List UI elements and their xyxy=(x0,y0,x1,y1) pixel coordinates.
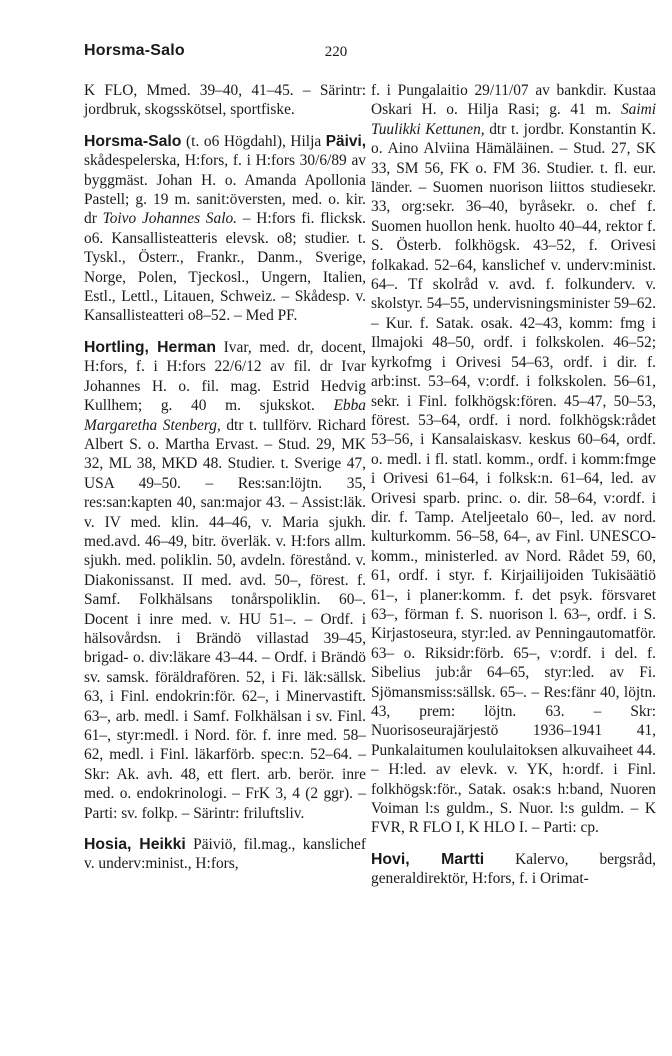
entry-text: dtr t. jordbr. Konstantin K. o. Aino Alviina Hämäläinen. – Stud. 27, SK 33, SM 56, FK o. FM 36. Studier. t. fl. eur. länder. – Suomen nuorison liittos studiesekr. 33, org:sekr. 36–40, byråsekr. o. chef f. Suomen huollon henk. huolto 40–44, rektor f. S. Österb. folkhögsk. 43–52, f. Orivesi folkakad. 52–64, kanslichef v. underv:minist. 64–. Tf skolråd v. avd. f. folkunderv. v. skolstyr. 54–55, undervisningsminister 59–62. – Kur. f. Satak. osak. 42–43, komm: fmg i Ilmajoki 48–50, ordf. i folkskolen. 46–52; kyrkofmg i Orivesi 54–63, ordf. i dir. f. arb:inst. 53–64, v:ordf. i folkskolen. 56–61, sekr. i Finl. folkhögsk:fören. 45–47, 50–53, förest. 53–64, ordf. i nord. folkhögsk:rådet 53–56, i Kansalaiskasv. keskus 60–64, ordf. o. medl. i fl. statl. komm., ordf. i komm:fmge i Orivesi 61–64, i folksk:n. 61–64, led. av Orivesi sparb. princ. o. dir. 58–64, v:ordf. i dir. f. Tamp. Ateljeetalo 60–, led. av nord. kulturkomm. 56–58, 64–, av Finl. UNESCO-komm., ministerled. av Nord. Rådet 59, 60, 61, ordf. i styr. f. Kirjailijoiden Tukisäätiö 61–, i planer:komm. f. det psyk. försvaret 63–, förman f. S. nuorison l. 63–, ordf. i S. Kirjastoseura, styr:led. av Penningautomatför. 63– o. Riksidr:förb. 65–, v:ordf. i del. f. Sibelius jub:år 64–65, styr:led. av Fi. Sjömansmiss:sällsk. 65–. – Res:fänr 40, löjtn. 43, prem: löjtn. 63. – Skr: Nuorisoseurajärjestö 1936–1941 41, Punkalaitumen koululaitoksen alkuvaiheet 44. – H:led. av elevk. v. YK, h:ordf. i Finl. folkhögsk:för., Satak. osak:s h:band, Nuoren Voiman l:s guldm., S. Nuor. l:s guldm. – K FVR, R FLO I, K HLO I. – Parti: cp. xyxy=(371,120,657,837)
entry-hortling xyxy=(84,338,366,823)
running-title: Horsma-Salo xyxy=(84,42,185,59)
right-column xyxy=(371,81,656,901)
entry-text: (t. o6 Högdahl), Hilja xyxy=(181,132,326,150)
entry-hosia xyxy=(84,835,366,874)
entry-text: Kalervo, bergsråd, generaldirektör, H:fors, f. i Orimat- xyxy=(371,850,657,888)
entry-spouse-name: Ebba Margaretha Stenberg, xyxy=(84,397,366,434)
entry-surname: Horsma-Salo xyxy=(84,132,182,150)
entry-spouse-name: Saimi Tuulikki Kettunen, xyxy=(371,101,656,138)
entry-text: f. i Pungalaitio 29/11/07 av bankdir. Kustaa Oskari H. o. Hilja Rasi; g. 41 m. xyxy=(371,82,656,119)
entry-given-name: Päivi, xyxy=(325,132,366,150)
entry-text: dtr t. tullförv. Richard Albert S. o. Martha Ervast. – Stud. 29, MK 32, ML 38, MKD 48. Studier. t. Sverige 47, USA 49–50. – Res:san:löjtn. 35, res:san:kapten 40, san:major 43. – Assist:läk. v. IV med. klin. 44–46, v. Maria sjukh. med.avd. 46–49, bitr. överläk. v. H:fors allm. sjukh. med. poliklin. 50, avdeln. förestånd. v. Diakonissanst. II med. avd. 50–, förest. f. Samf. Folkhälsans tonårspoliklin. 60–. Docent i inre med. v. HU 51–. – Ordf. i hälsovårdsn. i Brändö villastad 39–45, brigad- o. div:läkare 43–44. – Ordf. i Brändö sv. samsk. föräldrafören. 52, i Fi. läk:sällsk. 63, i Finl. endokrin:för. 62–, i Minervastift. 63–, arb. medl. i Samf. Folkhälsan i sv. Finl. 61–, styr:medl. i Nord. för. f. inre med. 58–62, medl. i Finl. läkarförb. spec:n. 52–64. – Skr: Ak. avh. 48, ett flert. arb. berör. inre med. o. endokrinologi. – FrK 3, 4 (2 ggr). – Parti: sv. folkp. – Särintr: friluftsliv. xyxy=(84,416,367,822)
page-number: 220 xyxy=(324,44,348,60)
entry-text: Päiviö, fil.mag., kanslichef v. underv:minist., H:fors, xyxy=(84,836,366,873)
entry-surname: Hovi, Martti xyxy=(371,850,485,868)
entry-text: Ivar, med. dr, docent, H:fors, f. i H:fors 22/6/12 av fil. dr Ivar Johannes H. o. fil. mag. Estrid Hedvig Kullhem; g. 40 m. sjukskot. xyxy=(84,338,366,415)
entry-surname: Hosia, Heikki xyxy=(84,836,186,854)
left-column xyxy=(84,81,366,886)
entry-surname: Hortling, Herman xyxy=(84,338,216,356)
entry-spouse-name: Toivo Johannes Salo. xyxy=(102,210,238,228)
entry-horsma-salo xyxy=(84,132,366,326)
entry-hovi xyxy=(371,850,656,889)
entry-text: skådespelerska, H:fors, f. i H:fors 30/6/89 av byggmäst. Johan H. o. Amanda Apollonia Pastell; g. 19 m. sanit:översten, med. o. kir. dr xyxy=(84,152,366,228)
entry-text: – H:fors fi. flicksk. o6. Kansallisteatteris elevsk. o8; studier. t. Tyskl., Österr., Frankr., Danm., Sverige, Norge, Polen, Tjeckosl., Ungern, Italien, Estl., Lettl., Litauen, Schweiz. – Skådesp. v. Kansallisteatteri o8–52. – Med PF. xyxy=(84,210,366,325)
entry-continuation: K FLO, Mmed. 39–40, 41–45. – Särintr: jordbruk, skogsskötsel, sportfiske. xyxy=(84,82,366,119)
entry-hosia-continuation xyxy=(371,81,656,838)
